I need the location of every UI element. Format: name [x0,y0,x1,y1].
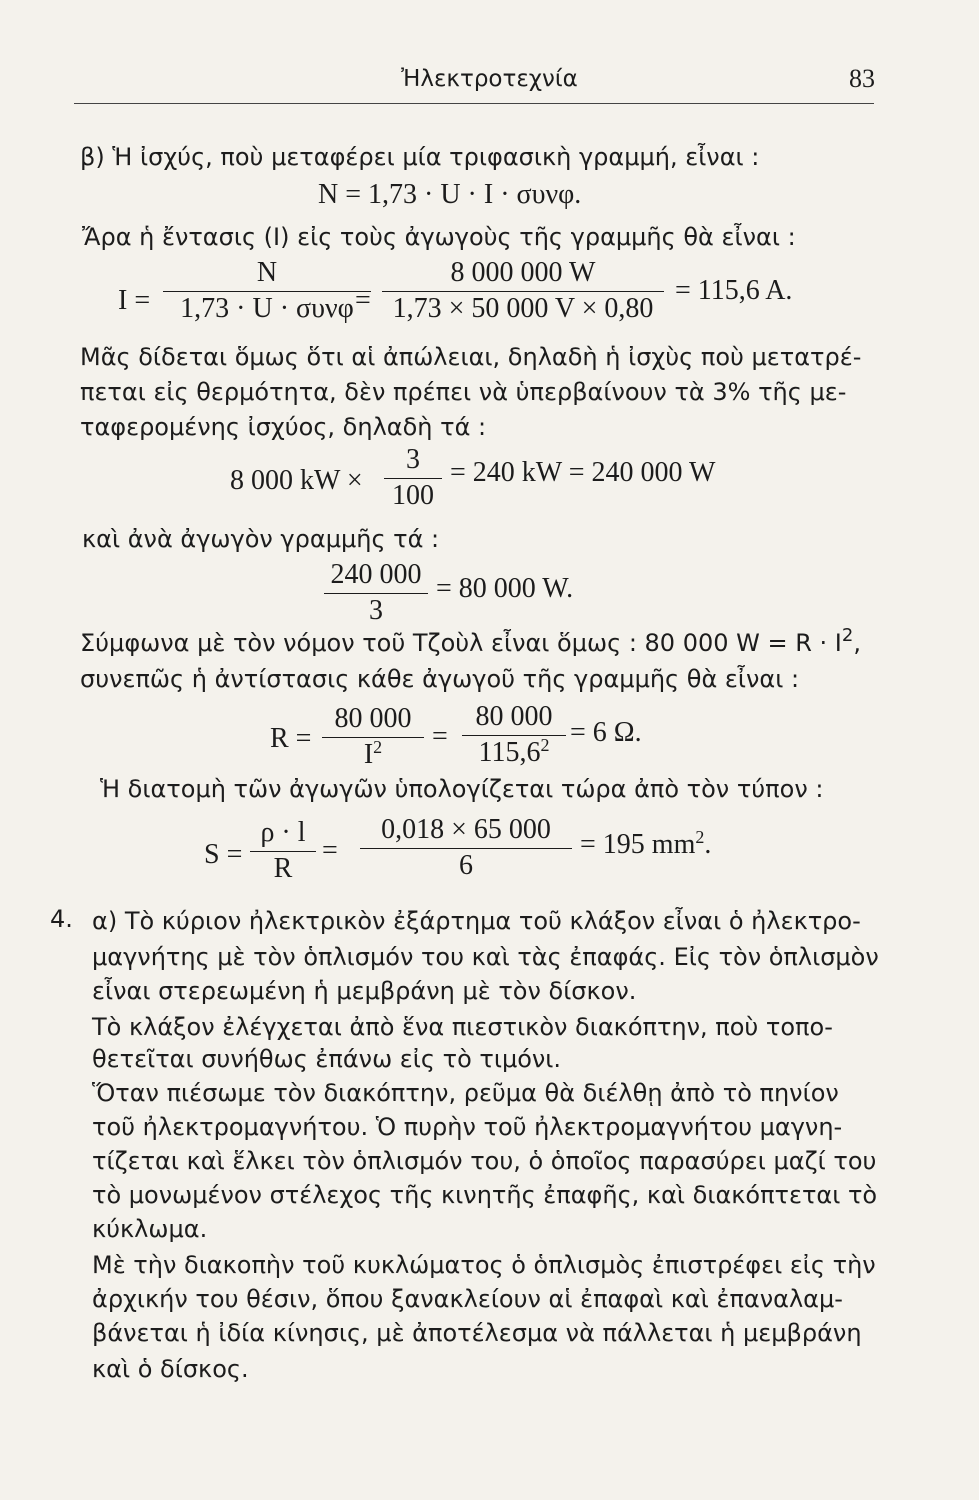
item-4-line-8: τίζεται καὶ ἕλκει τὸν ὁπλισμόν του, ὁ ὁποῖος παρασύρει μαζί του [92,1147,877,1175]
fraction-denominator: 100 [392,480,434,511]
fraction-denominator: 3 [369,595,383,626]
resistance-fraction-1 [322,704,424,770]
per-conductor-result: = 80 000 W. [436,573,574,604]
result-exponent: 2 [695,827,705,847]
denominator-base: I [363,739,374,770]
item-4-line-14: καὶ ὁ δίσκος. [92,1355,249,1383]
cross-section-fraction-2 [360,815,572,881]
fraction-numerator: ρ · l [260,817,306,848]
fraction-denominator [322,737,424,770]
cross-section-lhs: S = [204,839,243,870]
joule-comma: , [853,629,861,657]
current-fraction-2 [382,258,664,324]
result-text: = 195 mm [580,829,696,860]
fraction-denominator: R [273,853,293,884]
current-result: = 115,6 A. [675,275,793,306]
joule-line-2: συνεπῶς ἡ ἀντίστασις κάθε ἀγωγοῦ τῆς γραμμῆς θὰ εἶναι : [80,665,800,693]
joule-exponent: 2 [841,625,854,646]
joule-text: Σύμφωνα μὲ τὸν νόμον τοῦ Τζοὺλ εἶναι ὅμως : 80 000 W = R · I [80,629,842,657]
cross-section-fraction-1 [250,818,316,884]
current-fraction-1 [163,258,371,324]
loss-fraction [384,445,442,511]
fraction-bar [250,851,316,852]
fraction-numerator: 80 000 [334,703,412,734]
resistance-lhs: R = [270,723,312,754]
fraction-bar [324,593,428,594]
fraction-numerator: 8 000 000 W [450,257,596,288]
fraction-numerator: 0,018 × 65 000 [381,814,551,845]
header-rule [74,103,874,104]
result-period: . [704,829,712,860]
item-4-line-6: Ὅταν πιέσωμε τὸν διακόπτην, ρεῦμα θὰ διέλθῃ ἀπὸ τὸ πηνίον [92,1079,839,1107]
resistance-result: = 6 Ω. [570,717,642,748]
denominator-exponent: 2 [373,737,383,757]
item-4-line-7: τοῦ ἠλεκτρομαγνήτου. Ὁ πυρὴν τοῦ ἠλεκτρομαγνήτου μαγνη- [92,1113,843,1141]
fraction-bar [163,291,371,292]
fraction-bar [382,291,664,292]
item-4-line-12: ἀρχικήν του θέσιν, ὅπου ξανακλείουν αἱ ἐπαφαὶ καὶ ἐπαναλαμ- [92,1285,843,1313]
item-4-line-4: Τὸ κλάξον ἐλέγχεται ἀπὸ ἕνα πιεστικὸν διακόπτην, ποὺ τοπο- [92,1013,833,1041]
fraction-numerator: N [256,257,278,288]
fraction-denominator [462,735,566,768]
denominator-exponent: 2 [540,735,550,755]
current-intro: Ἄρα ἡ ἔντασις (I) εἰς τοὺς ἀγωγοὺς τῆς γραμμῆς θὰ εἶναι : [82,223,796,251]
fraction-bar [384,478,442,479]
fraction-numerator: 240 000 [330,559,422,590]
losses-line-2: πεται εἰς θερμότητα, δὲν πρέπει νὰ ὑπερβαίνουν τὰ 3% τῆς με- [80,378,847,406]
denominator-base: 115,6 [478,737,541,768]
item-4-line-11: Μὲ τὴν διακοπὴν τοῦ κυκλώματος ὁ ὁπλισμὸς ἐπιστρέφει εἰς τὴν [92,1251,876,1279]
losses-line-1: Μᾶς δίδεται ὅμως ὅτι αἱ ἀπώλειαι, δηλαδὴ ἡ ἰσχὺς ποὺ μετατρέ- [80,343,862,371]
joule-line-1 [80,625,861,658]
equals-sign: = [432,721,448,752]
section-b-intro: β) Ἡ ἰσχύς, ποὺ μεταφέρει μία τριφασικὴ γραμμή, εἶναι : [80,143,760,171]
loss-lhs: 8 000 kW × [230,465,363,496]
item-4-line-10: κύκλωμα. [92,1215,208,1243]
equals-sign: = [355,285,371,316]
item-4-line-1: α) Τὸ κύριον ἠλεκτρικὸν ἐξάρτημα τοῦ κλάξον εἶναι ὁ ἠλεκτρο- [92,907,861,935]
running-header-title: Ἠλεκτροτεχνία [401,66,578,92]
fraction-denominator: 6 [459,850,473,881]
item-4-line-2: μαγνήτης μὲ τὸν ὁπλισμόν του καὶ τὰς ἐπαφάς. Εἰς τὸν ὁπλισμὸν [92,943,879,971]
item-number: 4. [50,905,73,933]
page-number: 83 [849,64,875,93]
cross-section-result [580,827,712,860]
item-4-line-3: εἶναι στερεωμένη ἡ μεμβράνη μὲ τὸν δίσκον. [92,977,637,1005]
fraction-numerator: 80 000 [475,701,553,732]
losses-line-3: ταφερομένης ἰσχύος, δηλαδὴ τά : [80,413,487,441]
fraction-bar [462,735,566,736]
current-lhs: I = [118,285,151,316]
per-conductor-text: καὶ ἀνὰ ἀγωγὸν γραμμῆς τά : [82,525,440,553]
loss-result: = 240 kW = 240 000 W [450,457,716,488]
fraction-bar [360,848,572,849]
fraction-numerator: 3 [406,444,420,475]
per-conductor-fraction [324,560,428,626]
item-4-line-5: θετεῖται συνήθως ἐπάνω εἰς τὸ τιμόνι. [92,1045,562,1073]
equals-sign: = [322,835,338,866]
resistance-fraction-2 [462,702,566,768]
fraction-denominator: 1,73 × 50 000 V × 0,80 [392,293,654,324]
fraction-denominator: 1,73 · U · συνφ [180,293,354,324]
item-4-line-9: τὸ μονωμένον στέλεχος τῆς κινητῆς ἐπαφῆς, καὶ διακόπτεται τὸ [92,1181,878,1209]
power-formula: N = 1,73 · U · I · συνφ. [318,179,582,210]
cross-section-text: Ἡ διατομὴ τῶν ἀγωγῶν ὑπολογίζεται τώρα ἀπὸ τὸν τύπον : [100,775,824,803]
item-4-line-13: βάνεται ἡ ἰδία κίνησις, μὲ ἀποτέλεσμα νὰ πάλλεται ἡ μεμβράνη [92,1319,862,1347]
